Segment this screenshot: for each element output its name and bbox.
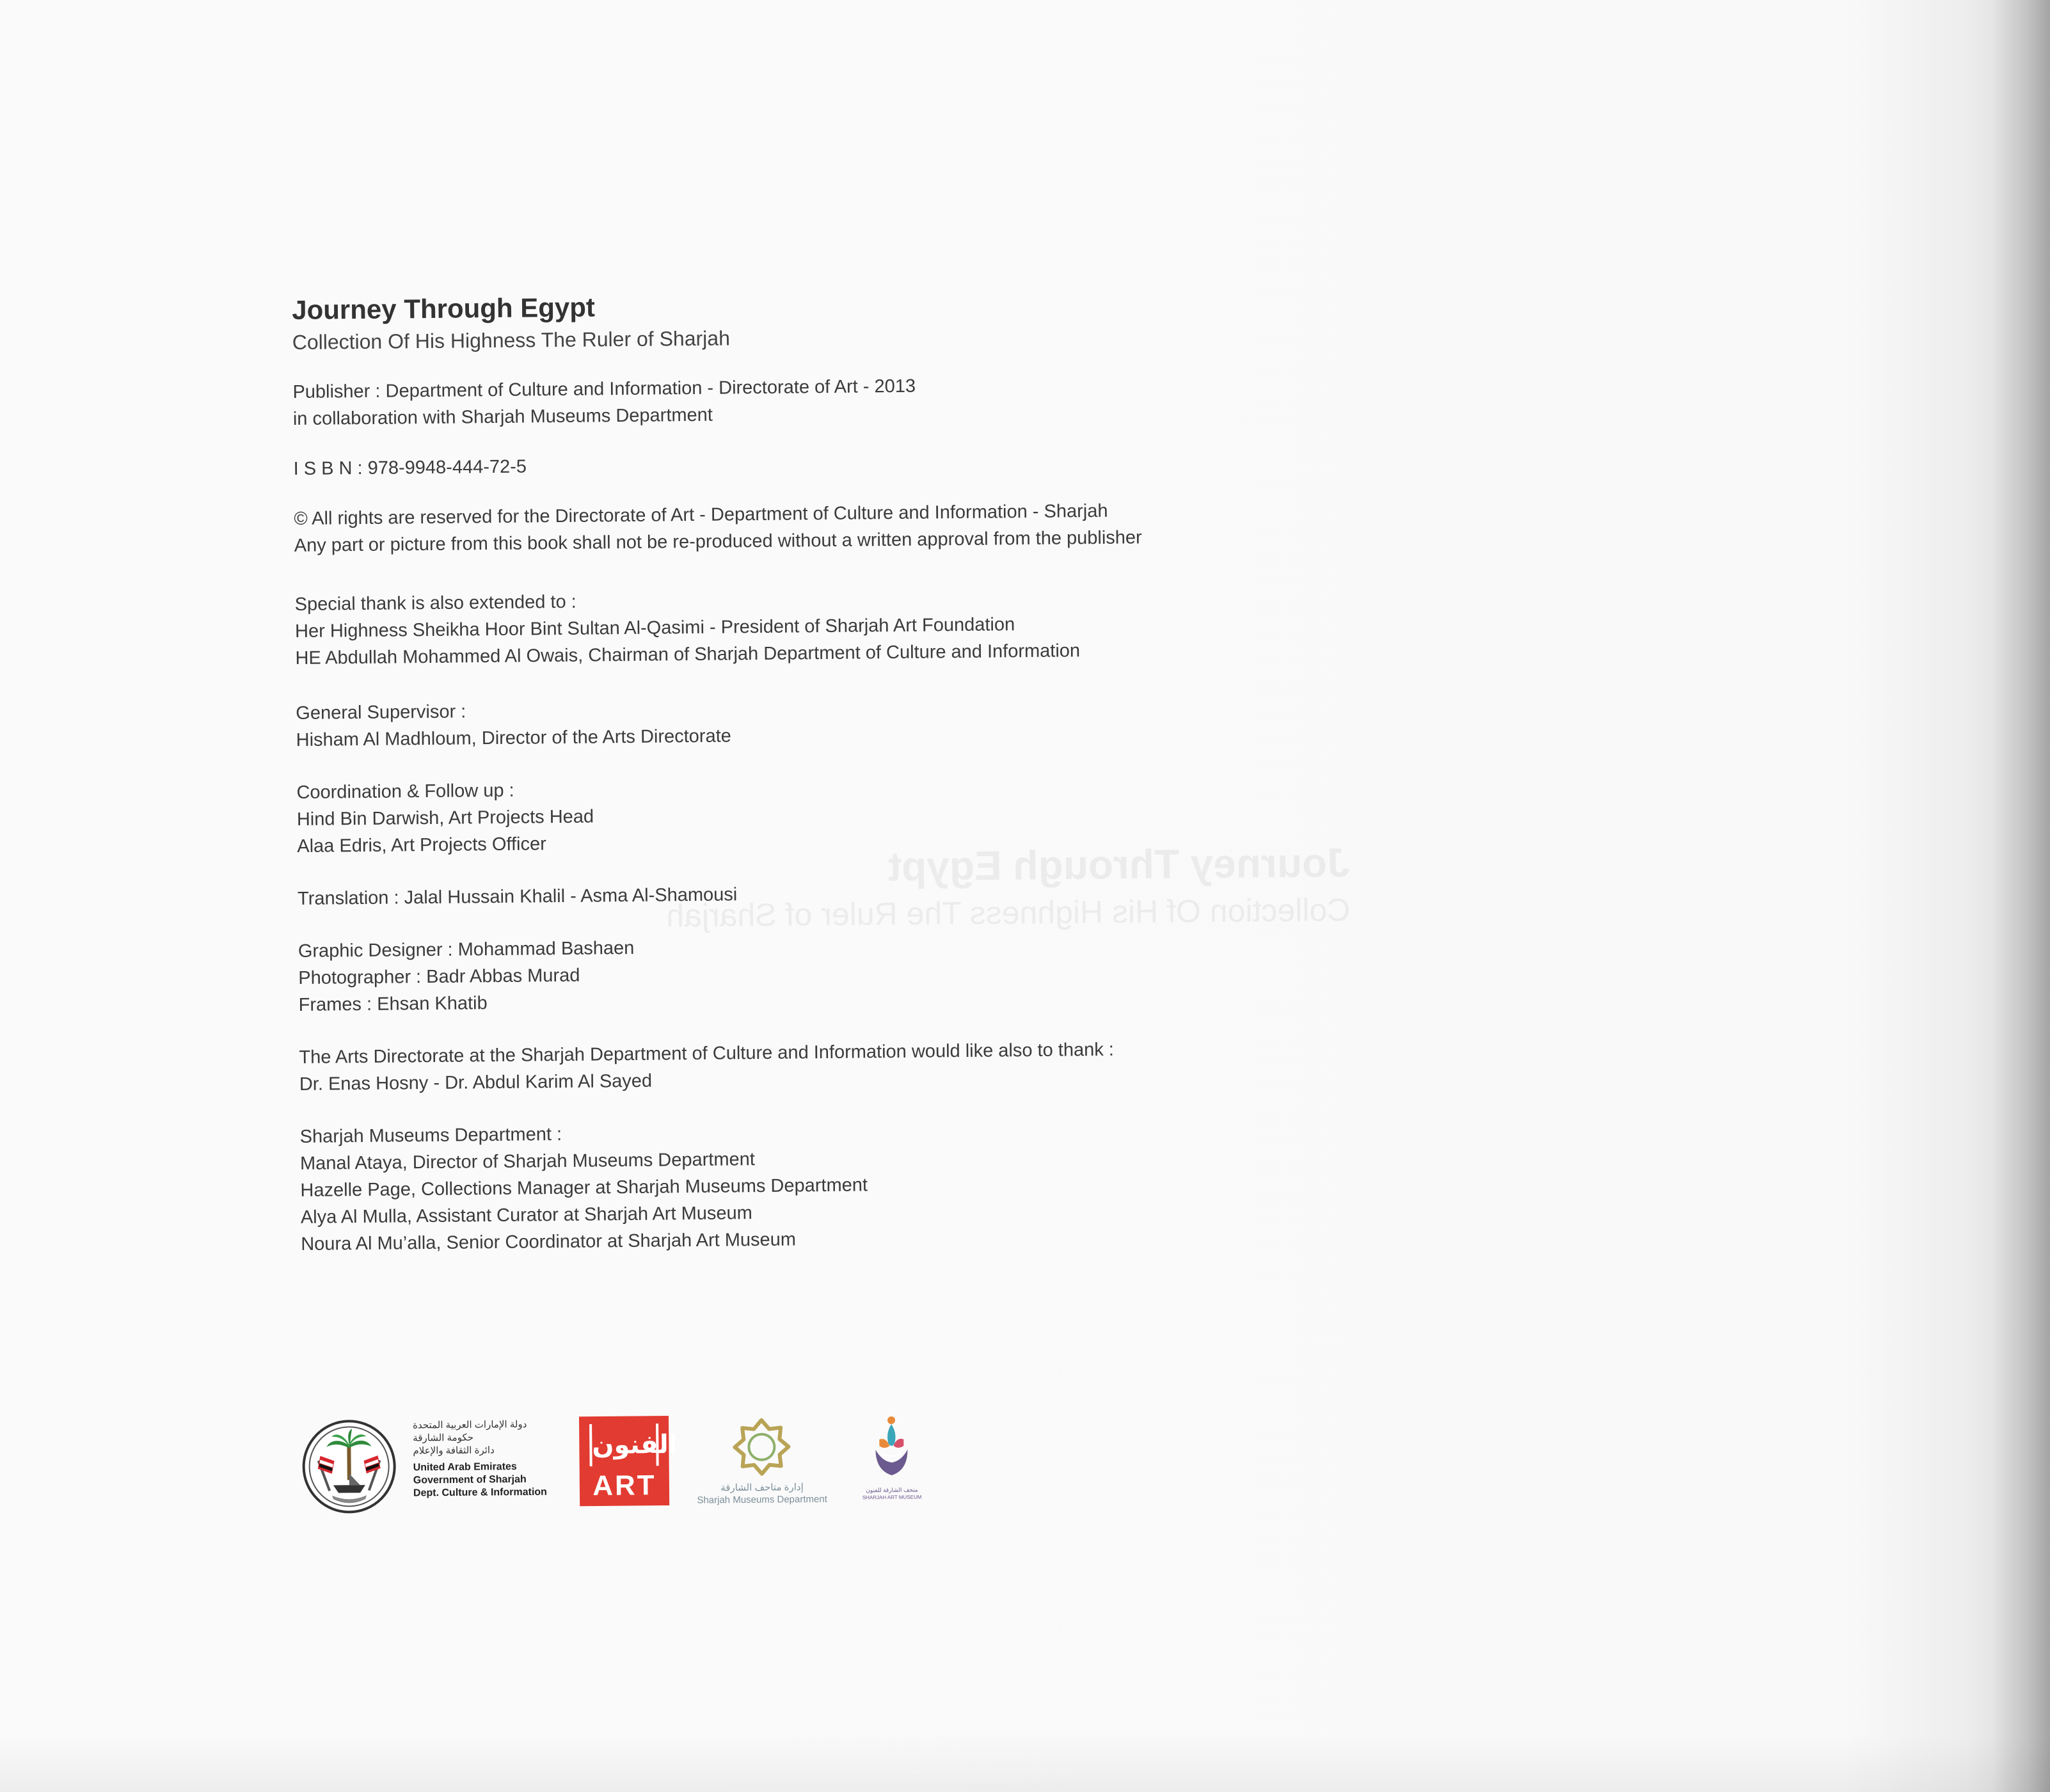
credit-line: Graphic Designer : Mohammad Bashaen [298,937,635,962]
museum-staff-name: Hazelle Page, Collections Manager at Sharjah Museums Department [300,1175,868,1201]
translation-credit: Translation : Jalal Hussain Khalil - Asma Al-Shamousi [297,884,738,909]
museum-staff-name: Noura Al Mu’alla, Senior Coordinator at Sharjah Art Museum [301,1229,797,1255]
museums-star-icon [691,1415,832,1480]
page-edge-shadow [1992,0,2050,1792]
directorate-thanks-block [299,1035,1323,1098]
art-museum-logo-english: SHARJAH ART MUSEUM [862,1494,922,1501]
rights-block [294,496,1318,559]
isbn-block [293,446,1317,482]
uae-english-line: Dept. Culture & Information [413,1486,547,1499]
reproduction-notice: Any part or picture from this book shall not be re-produced without a written approval from the publisher [294,527,1142,556]
sponsor-logos [301,1413,928,1521]
directorate-thanks-heading: The Arts Directorate at the Sharjah Department of Culture and Information would like also to thank : [299,1039,1115,1068]
credit-line: Photographer : Badr Abbas Murad [298,965,580,988]
translation-block [298,876,1321,912]
thanks-name: Her Highness Sheikha Hoor Bint Sultan Al-Qasimi - President of Sharjah Art Foundation [294,614,1015,642]
art-logo-arabic: الفنون [589,1423,659,1466]
thanks-name: HE Abdullah Mohammed Al Owais, Chairman of Sharjah Department of Culture and Information [295,640,1081,669]
coordination-heading: Coordination & Follow up : [296,780,514,803]
uae-arabic-line: حكومة الشارقة [413,1432,474,1444]
supervisor-heading: General Supervisor : [296,701,466,724]
uae-english-line: Government of Sharjah [413,1473,527,1486]
credit-line: Frames : Ehsan Khatib [298,993,488,1015]
uae-english-line: United Arab Emirates [413,1461,517,1473]
publisher-line: Publisher : Department of Culture and Information - Directorate of Art - 2013 [292,376,916,402]
page-bottom-shadow [0,1734,2050,1792]
collaboration-line: in collaboration with Sharjah Museums Department [292,404,713,429]
directorate-thanks-names: Dr. Enas Hosny - Dr. Abdul Karim Al Sayed [299,1070,653,1095]
colophon [292,283,1325,1281]
museum-staff-name: Alya Al Mulla, Assistant Curator at Sharjah Art Museum [300,1203,752,1228]
uae-arabic-line: دائرة الثقافة والإعلام [413,1445,495,1457]
book-subtitle: Collection Of His Highness The Ruler of Sharjah [292,326,731,354]
special-thanks-heading: Special thank is also extended to : [294,591,576,615]
book-title: Journey Through Egypt [292,292,596,325]
isbn: I S B N : 978-9948-444-72-5 [293,456,527,479]
special-thanks-block [294,582,1319,672]
uae-government-text [413,1418,560,1500]
credits-block [298,928,1323,1019]
uae-arabic-line: دولة الإمارات العربية المتحدة [413,1418,527,1431]
bleed-through-title: Journey Through Egypt [887,839,1351,890]
art-directorate-logo [579,1416,678,1506]
museums-department-block [299,1114,1324,1258]
supervisor-block [296,690,1320,754]
sharjah-art-museum-logo [856,1411,927,1507]
museum-staff-name: Manal Ataya, Director of Sharjah Museums Department [299,1149,755,1174]
art-museum-emblem-icon [856,1411,927,1487]
coordinator-name: Alaa Edris, Art Projects Officer [297,834,546,857]
supervisor-name: Hisham Al Madhloum, Director of the Arts Directorate [296,726,731,750]
rights-line: © All rights are reserved for the Directorate of Art - Department of Culture and Information - Sharjah [294,500,1108,529]
art-logo-english: ART [592,1470,656,1502]
coordination-block [296,770,1321,860]
publisher-block [292,369,1317,432]
museums-logo-arabic: إدارة متاحف الشارقة [720,1482,804,1494]
uae-emblem-icon [301,1418,397,1515]
museums-logo-english: Sharjah Museums Department [697,1493,827,1506]
sharjah-museums-logo [691,1415,832,1512]
bleed-through-subtitle: Collection Of His Highness The Ruler of Sharjah [666,892,1351,934]
art-museum-logo-arabic: متحف الشارقة للفنون [866,1486,918,1494]
museums-department-heading: Sharjah Museums Department : [299,1124,562,1147]
coordinator-name: Hind Bin Darwish, Art Projects Head [296,806,594,830]
